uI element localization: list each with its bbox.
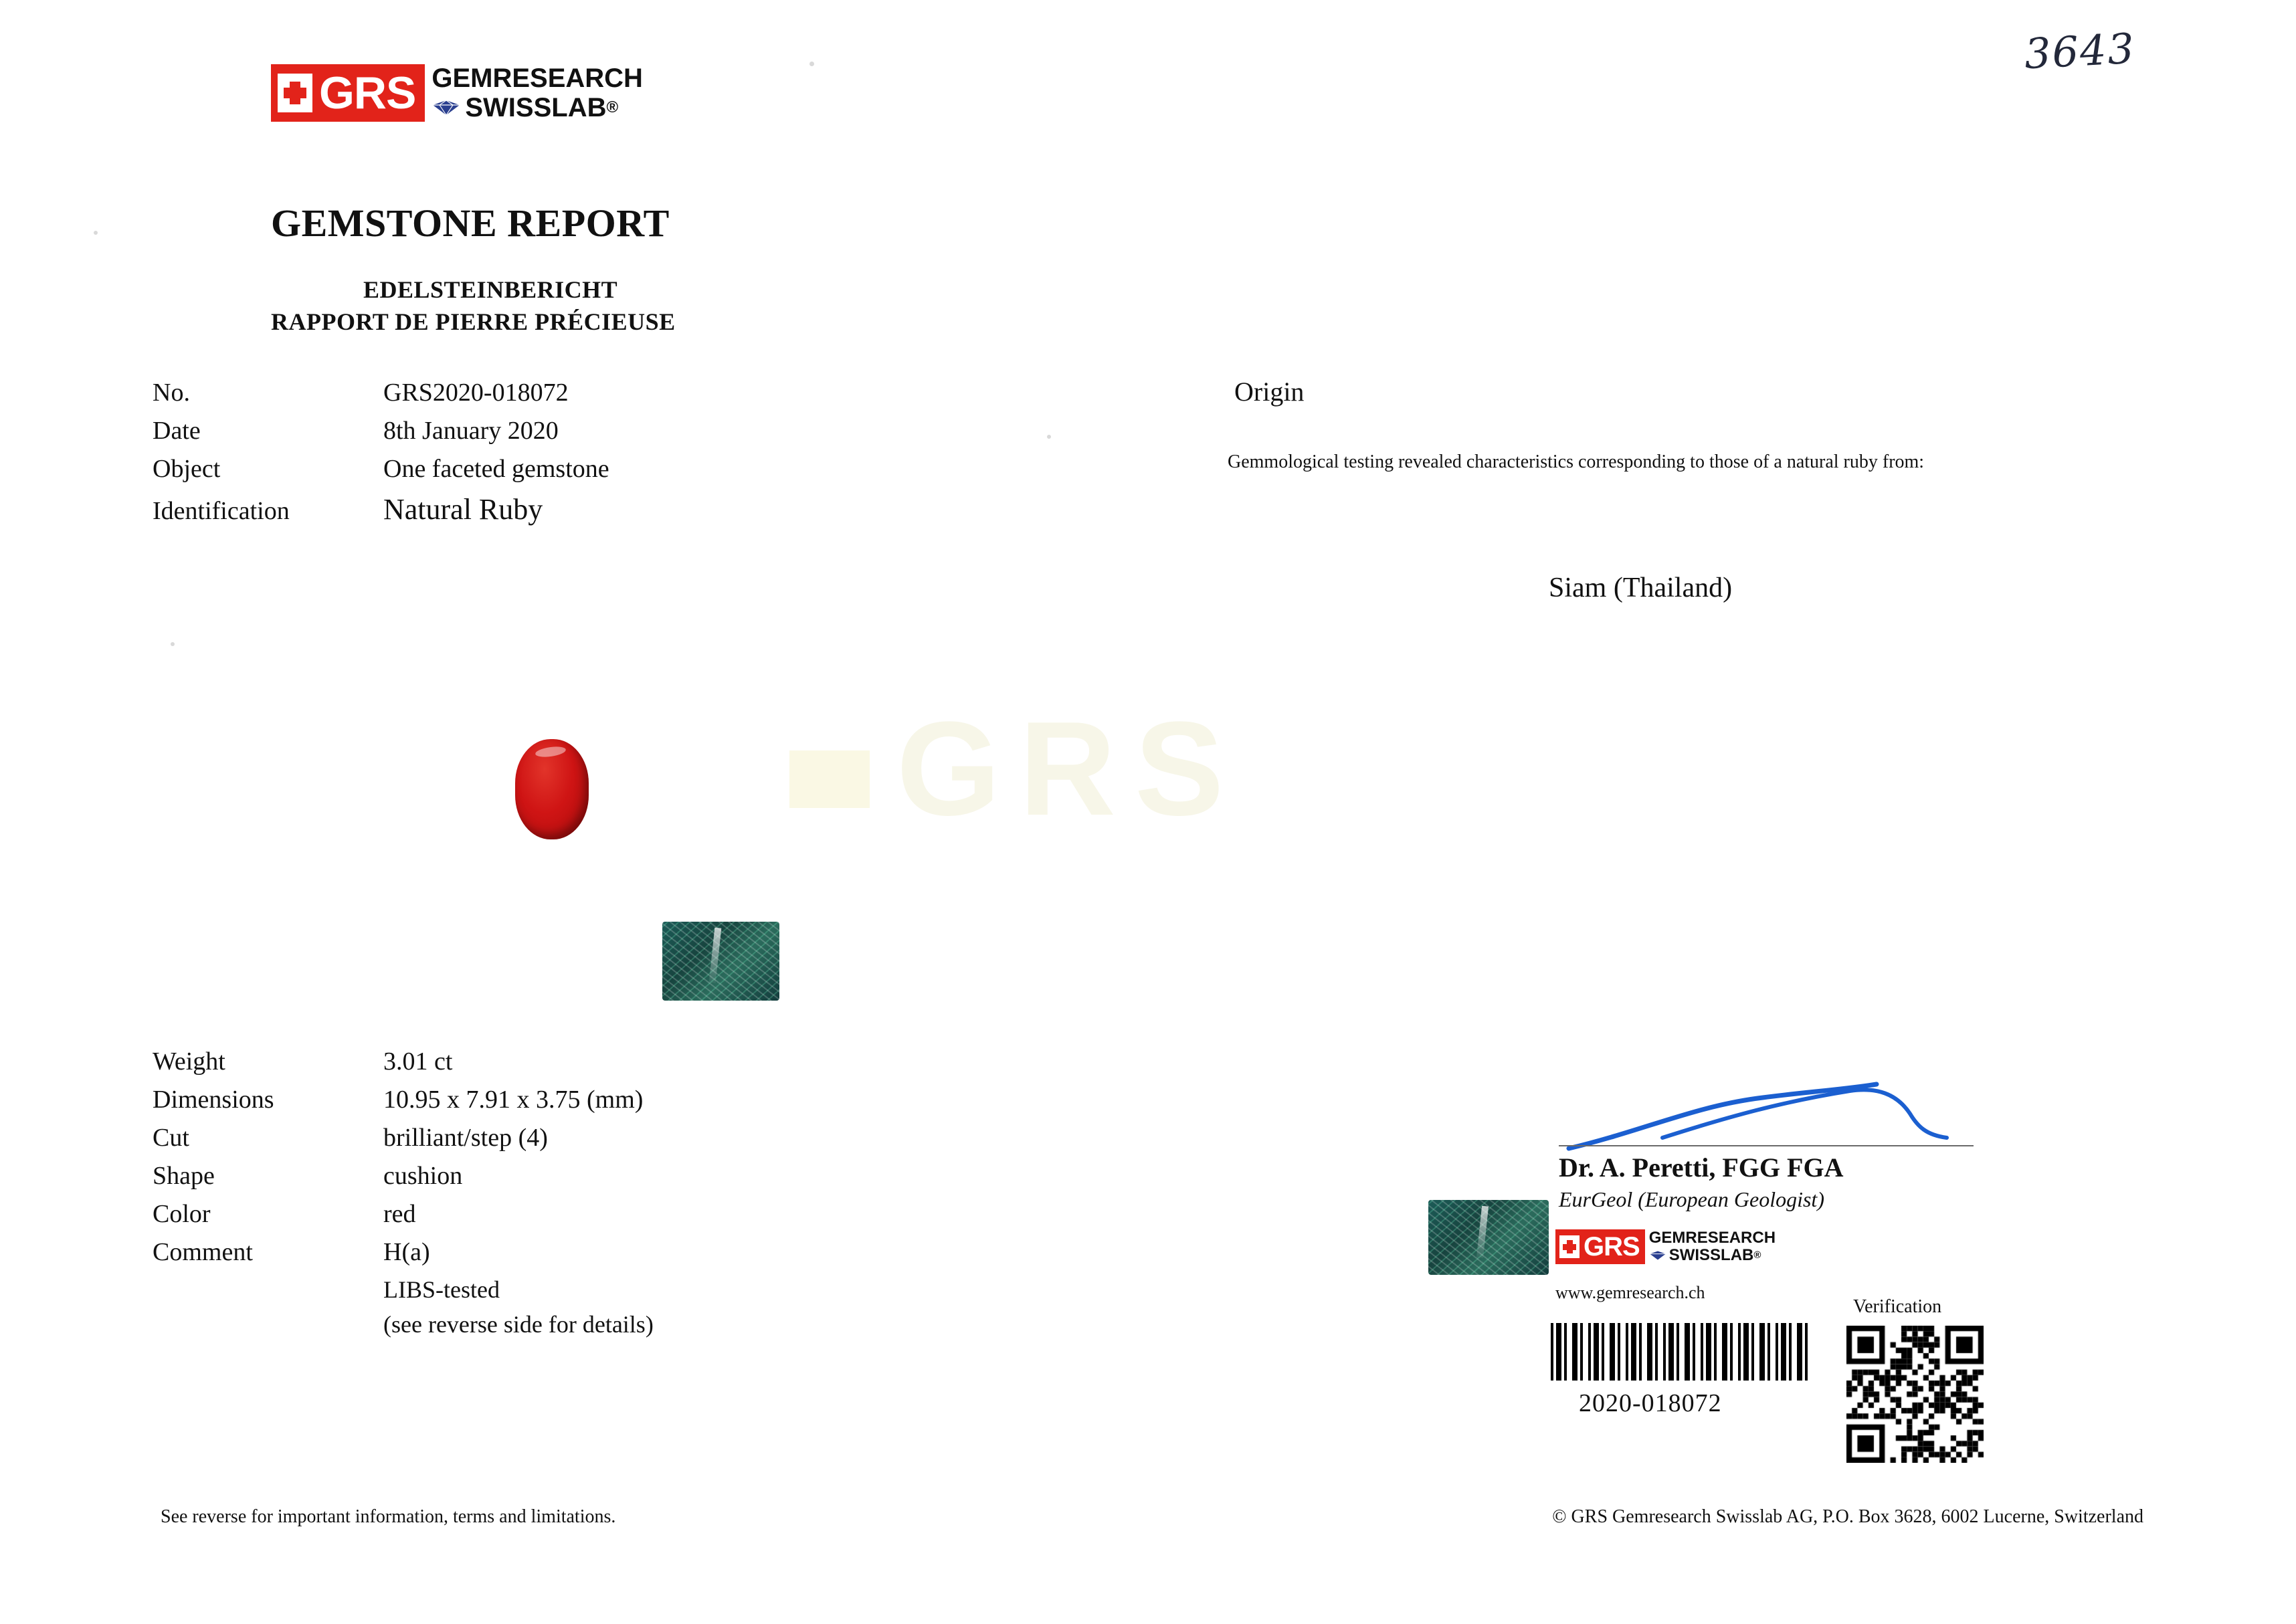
logo-line-swisslab-row-small — [1649, 1247, 1776, 1264]
comment-line-2: LIBS-tested — [383, 1276, 500, 1303]
watermark-text: GRS — [896, 694, 1243, 843]
field-object — [153, 454, 888, 484]
registered-mark: ® — [606, 98, 619, 116]
logo-line-swisslab-row — [432, 93, 643, 122]
field-value-no: GRS2020-018072 — [383, 379, 569, 407]
field-label-comment: Comment — [153, 1238, 253, 1266]
field-comment — [153, 1237, 955, 1267]
field-cut — [153, 1123, 955, 1152]
grs-logo-small — [1555, 1229, 1776, 1264]
watermark-flag-icon — [789, 750, 870, 808]
grs-logo-text — [432, 64, 643, 122]
field-label-color: Color — [153, 1200, 211, 1228]
barcode-number: 2020-018072 — [1579, 1389, 1722, 1417]
logo-line-gemresearch: GEMRESEARCH — [432, 64, 643, 93]
field-value-shape: cushion — [383, 1162, 463, 1190]
gemstone-properties-table — [153, 1047, 955, 1345]
page-title-french: RAPPORT DE PIERRE PRÉCIEUSE — [271, 308, 676, 335]
page-artifact — [809, 62, 814, 66]
grs-logo-text-small — [1649, 1229, 1776, 1264]
field-weight — [153, 1047, 955, 1076]
report-identity-table — [153, 378, 888, 535]
signature-rule — [1559, 1145, 1974, 1146]
footer-note-left: See reverse for important information, terms and limitations. — [161, 1506, 616, 1527]
diamond-icon — [432, 99, 461, 116]
registered-mark-small: ® — [1753, 1249, 1761, 1261]
signatory-name: Dr. A. Peretti, FGG FGA — [1559, 1152, 1844, 1183]
field-value-comment: H(a) — [383, 1238, 430, 1266]
swiss-cross-icon-small — [1559, 1235, 1580, 1258]
field-value-dimensions: 10.95 x 7.91 x 3.75 (mm) — [383, 1086, 644, 1114]
field-label-object: Object — [153, 455, 221, 483]
origin-value: Siam (Thailand) — [1549, 573, 1733, 603]
grs-logo-badge-small — [1555, 1229, 1645, 1264]
field-label-no: No. — [153, 379, 190, 407]
field-label-date: Date — [153, 417, 201, 445]
page-artifact — [1047, 435, 1051, 439]
barcode-icon — [1551, 1323, 1812, 1381]
field-shape — [153, 1161, 955, 1191]
field-identification — [153, 492, 888, 526]
signature-mark — [1562, 1074, 1990, 1160]
comment-line-3: (see reverse side for details) — [383, 1311, 654, 1338]
field-date — [153, 416, 888, 445]
footer-note-right: © GRS Gemresearch Swisslab AG, P.O. Box 3628, 6002 Lucerne, Switzerland — [1552, 1506, 2143, 1527]
handwritten-reference-number: 3643 — [2023, 23, 2137, 79]
page-artifact — [171, 642, 175, 646]
field-color — [153, 1199, 955, 1229]
verification-label: Verification — [1853, 1296, 1942, 1317]
grs-logo-badge — [271, 64, 425, 122]
hologram-security-sticker-signature — [1428, 1200, 1549, 1275]
field-report-no — [153, 378, 888, 407]
page-title: GEMSTONE REPORT — [271, 201, 670, 245]
field-value-identification: Natural Ruby — [383, 493, 543, 526]
grs-wordmark-small: GRS — [1584, 1232, 1640, 1261]
field-label-identification: Identification — [153, 497, 290, 525]
grs-wordmark: GRS — [319, 68, 416, 118]
field-value-date: 8th January 2020 — [383, 417, 559, 445]
logo-line-gemresearch-small: GEMRESEARCH — [1648, 1229, 1776, 1247]
origin-statement: Gemmological testing revealed characteristics corresponding to those of a natural ruby from: — [1228, 451, 1925, 472]
field-value-weight: 3.01 ct — [383, 1047, 453, 1076]
grs-logo — [271, 64, 643, 122]
field-value-color: red — [383, 1200, 416, 1228]
field-value-object: One faceted gemstone — [383, 455, 609, 483]
origin-label: Origin — [1234, 377, 1305, 407]
logo-line-swisslab-small: SWISSLAB — [1668, 1246, 1754, 1264]
qr-code-icon[interactable] — [1846, 1326, 1984, 1463]
diamond-icon-small — [1649, 1250, 1666, 1261]
field-value-cut: brilliant/step (4) — [383, 1124, 548, 1152]
field-label-dimensions: Dimensions — [153, 1086, 274, 1114]
ruby-gemstone-photo — [515, 739, 589, 839]
field-label-shape: Shape — [153, 1162, 215, 1190]
watermark — [789, 669, 1472, 870]
hologram-security-sticker — [662, 922, 779, 1001]
field-dimensions — [153, 1085, 955, 1114]
website-url[interactable]: www.gemresearch.ch — [1555, 1283, 1705, 1302]
field-label-weight: Weight — [153, 1047, 225, 1076]
logo-line-swisslab: SWISSLAB — [465, 93, 607, 122]
page-artifact — [94, 231, 98, 235]
signatory-role: EurGeol (European Geologist) — [1559, 1187, 1824, 1211]
field-label-cut: Cut — [153, 1124, 189, 1152]
swiss-cross-icon — [278, 74, 312, 112]
page-title-german: EDELSTEINBERICHT — [363, 276, 618, 303]
